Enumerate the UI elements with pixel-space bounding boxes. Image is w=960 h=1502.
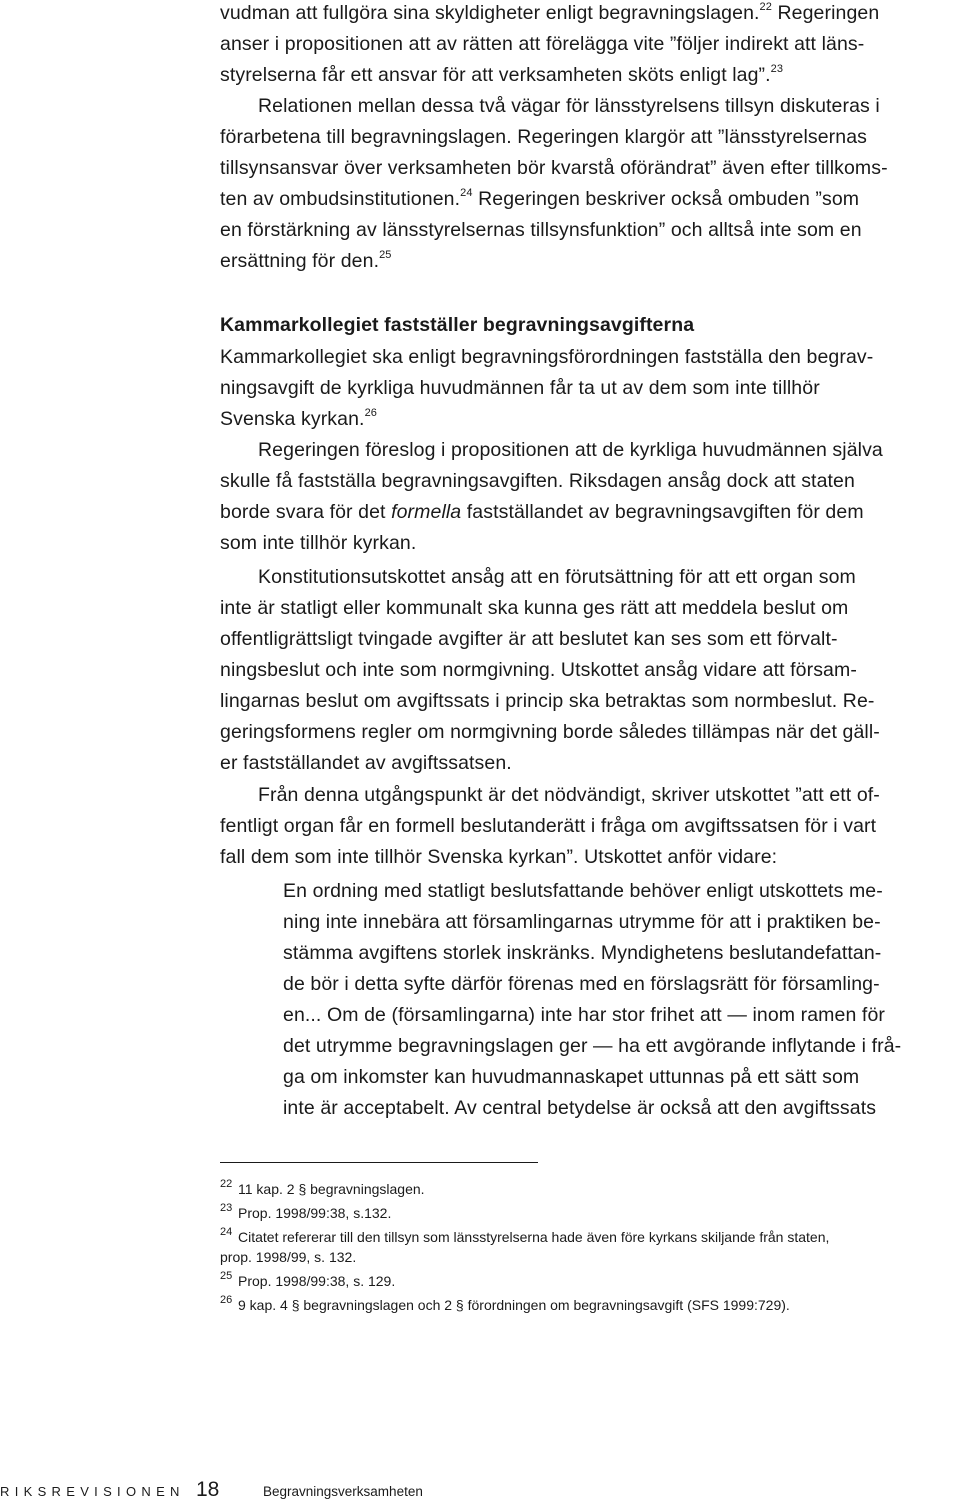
line-text: inte är statligt eller kommunalt ska kunna ges rätt att meddela beslut om xyxy=(220,597,849,619)
footnote-reference: 22 xyxy=(759,1,772,13)
paragraph-line xyxy=(220,246,392,277)
line-text-continued: Regeringen beskriver också ombuden ”som xyxy=(472,188,860,210)
paragraph-line xyxy=(220,342,873,373)
paragraph-line xyxy=(220,373,820,404)
footnote-line: 22 11 kap. 2 § begravningslagen. xyxy=(220,1178,425,1197)
blockquote-line xyxy=(283,876,883,907)
paragraph-line xyxy=(220,811,876,842)
paragraph-line xyxy=(220,655,857,686)
paragraph-line xyxy=(258,91,880,122)
paragraph-line xyxy=(220,593,848,624)
line-text: styrelserna får ett ansvar för att verksamheten sköts enligt lag”. xyxy=(220,64,771,86)
line-text: er fastställandet av avgiftssatsen. xyxy=(220,752,512,774)
footnote-line xyxy=(220,1248,356,1266)
paragraph-line xyxy=(220,497,864,528)
line-text: ningsavgift de kyrkliga huvudmännen får ta ut av dem som inte tillhör xyxy=(220,377,820,399)
line-text: ersättning för den. xyxy=(220,250,380,272)
footnote-line: 24 Citatet refererar till den tillsyn som länsstyrelserna hade även före kyrkans skiljande från staten, xyxy=(220,1226,830,1245)
line-text: borde svara för det xyxy=(220,501,392,523)
emphasis-text: formella xyxy=(391,501,462,523)
footnote-line: 25 Prop. 1998/99:38, s. 129. xyxy=(220,1270,396,1289)
paragraph-line xyxy=(258,435,883,466)
footer-series-title: Begravningsverksamheten xyxy=(263,1484,423,1499)
footnote-text: Citatet refererar till den tillsyn som länsstyrelserna hade även före kyrkans skiljande från staten, xyxy=(238,1229,830,1245)
line-text: inte är acceptabelt. Av central betydelse är också att den avgiftssats xyxy=(283,1097,877,1119)
paragraph-line xyxy=(220,215,862,246)
paragraph-line xyxy=(220,122,867,153)
line-text: ningsbeslut och inte som normgivning. Utskottet ansåg vidare att försam- xyxy=(220,659,857,681)
line-text-continued: fastställandet av begravningsavgiften för dem xyxy=(461,501,864,523)
paragraph-line xyxy=(220,528,416,559)
footnote-text: Prop. 1998/99:38, s.132. xyxy=(238,1205,392,1221)
blockquote-line xyxy=(283,1093,876,1124)
line-text: en... Om de (församlingarna) inte har stor frihet att — inom ramen för xyxy=(283,1004,885,1026)
paragraph-line xyxy=(220,60,783,91)
paragraph-line xyxy=(220,29,864,60)
blockquote-line xyxy=(283,969,880,1000)
paragraph-line xyxy=(220,842,777,873)
line-text: de bör i detta syfte därför förenas med en förslagsrätt för församling- xyxy=(283,973,880,995)
footnote-line: 23 Prop. 1998/99:38, s.132. xyxy=(220,1202,392,1221)
blockquote-line xyxy=(283,907,881,938)
line-text: geringsformens regler om normgivning borde således tillämpas när det gäll- xyxy=(220,721,880,743)
paragraph-line xyxy=(220,184,859,215)
paragraph-line xyxy=(220,153,888,184)
footnote-text: 9 kap. 4 § begravningslagen och 2 § förordningen om begravningsavgift (SFS 1999:729). xyxy=(238,1297,790,1313)
footer-brand: RIKSREVISIONEN xyxy=(0,1484,185,1499)
blockquote-line xyxy=(283,1031,901,1062)
line-text: skulle få fastställa begravningsavgiften. Riksdagen ansåg dock att staten xyxy=(220,470,855,492)
line-text: som inte tillhör kyrkan. xyxy=(220,532,417,554)
paragraph-line xyxy=(258,780,880,811)
page-footer xyxy=(0,1478,960,1500)
blockquote-line xyxy=(283,938,881,969)
paragraph-line xyxy=(220,0,879,29)
line-text: Relationen mellan dessa två vägar för länsstyrelsens tillsyn diskuteras i xyxy=(258,95,880,117)
blockquote-line xyxy=(283,1000,885,1031)
line-text: Från denna utgångspunkt är det nödvändigt, skriver utskottet ”att ett of- xyxy=(258,784,880,806)
line-text: anser i propositionen att av rätten att förelägga vite ”följer indirekt att läns- xyxy=(220,33,865,55)
footnote-divider xyxy=(220,1162,538,1163)
paragraph-line xyxy=(220,686,875,717)
line-text: stämma avgiftens storlek inskränks. Myndighetens beslutandefattan- xyxy=(283,942,882,964)
footnote-text: Prop. 1998/99:38, s. 129. xyxy=(238,1273,396,1289)
line-text: tillsynsansvar över verksamheten bör kvarstå oförändrat” även efter tillkoms- xyxy=(220,157,888,179)
line-text: ten av ombudsinstitutionen. xyxy=(220,188,461,210)
line-text: förarbetena till begravningslagen. Regeringen klargör att ”länsstyrelsernas xyxy=(220,126,868,148)
paragraph-line xyxy=(258,562,856,593)
line-text: Konstitutionsutskottet ansåg att en förutsättning för att ett organ som xyxy=(258,566,856,588)
line-text: offentligrättsligt tvingade avgifter är att beslutet kan ses som ett förvalt- xyxy=(220,628,838,650)
footnote-reference: 23 xyxy=(770,63,784,75)
line-text: Regeringen föreslog i propositionen att de kyrkliga huvudmännen själva xyxy=(258,439,883,461)
line-text: fentligt organ får en formell beslutanderätt i fråga om avgiftssatsen för i vart xyxy=(220,815,877,837)
paragraph-line xyxy=(220,404,377,435)
blockquote-line xyxy=(283,1062,859,1093)
paragraph-line xyxy=(220,748,512,779)
line-text: Kammarkollegiet ska enligt begravningsförordningen fastställa den begrav- xyxy=(220,346,874,368)
paragraph-line xyxy=(220,466,855,497)
footnote-reference: 25 xyxy=(379,249,392,261)
page-number: 18 xyxy=(196,1478,220,1501)
paragraph-line xyxy=(220,624,838,655)
line-text: det utrymme begravningslagen ger — ha ett avgörande inflytande i frå- xyxy=(283,1035,902,1057)
line-text-continued: Regeringen xyxy=(771,2,880,24)
footnote-text: 11 kap. 2 § begravningslagen. xyxy=(238,1181,425,1197)
footnote-text: prop. 1998/99, s. 132. xyxy=(220,1249,357,1265)
line-text: En ordning med statligt beslutsfattande behöver enligt utskottets me- xyxy=(283,880,883,902)
footnote-reference: 24 xyxy=(460,187,473,199)
line-text: en förstärkning av länsstyrelsernas tillsynsfunktion” och alltså inte som en xyxy=(220,219,862,241)
line-text: vudman att fullgöra sina skyldigheter enligt begravningslagen. xyxy=(220,2,760,24)
paragraph-line xyxy=(220,717,880,748)
line-text: ning inte innebära att församlingarnas utrymme för att i praktiken be- xyxy=(283,911,881,933)
section-heading: Kammarkollegiet fastställer begravningsavgifterna xyxy=(220,314,695,336)
footnote-line: 26 9 kap. 4 § begravningslagen och 2 § förordningen om begravningsavgift (SFS 1999:729). xyxy=(220,1294,790,1313)
line-text: ga om inkomster kan huvudmannaskapet uttunnas på ett sätt som xyxy=(283,1066,860,1088)
line-text: Svenska kyrkan. xyxy=(220,408,365,430)
line-text: lingarnas beslut om avgiftssats i princip ska betraktas som normbeslut. Re- xyxy=(220,690,875,712)
line-text: fall dem som inte tillhör Svenska kyrkan”. Utskottet anför vidare: xyxy=(220,846,778,868)
footnote-reference: 26 xyxy=(364,407,377,419)
